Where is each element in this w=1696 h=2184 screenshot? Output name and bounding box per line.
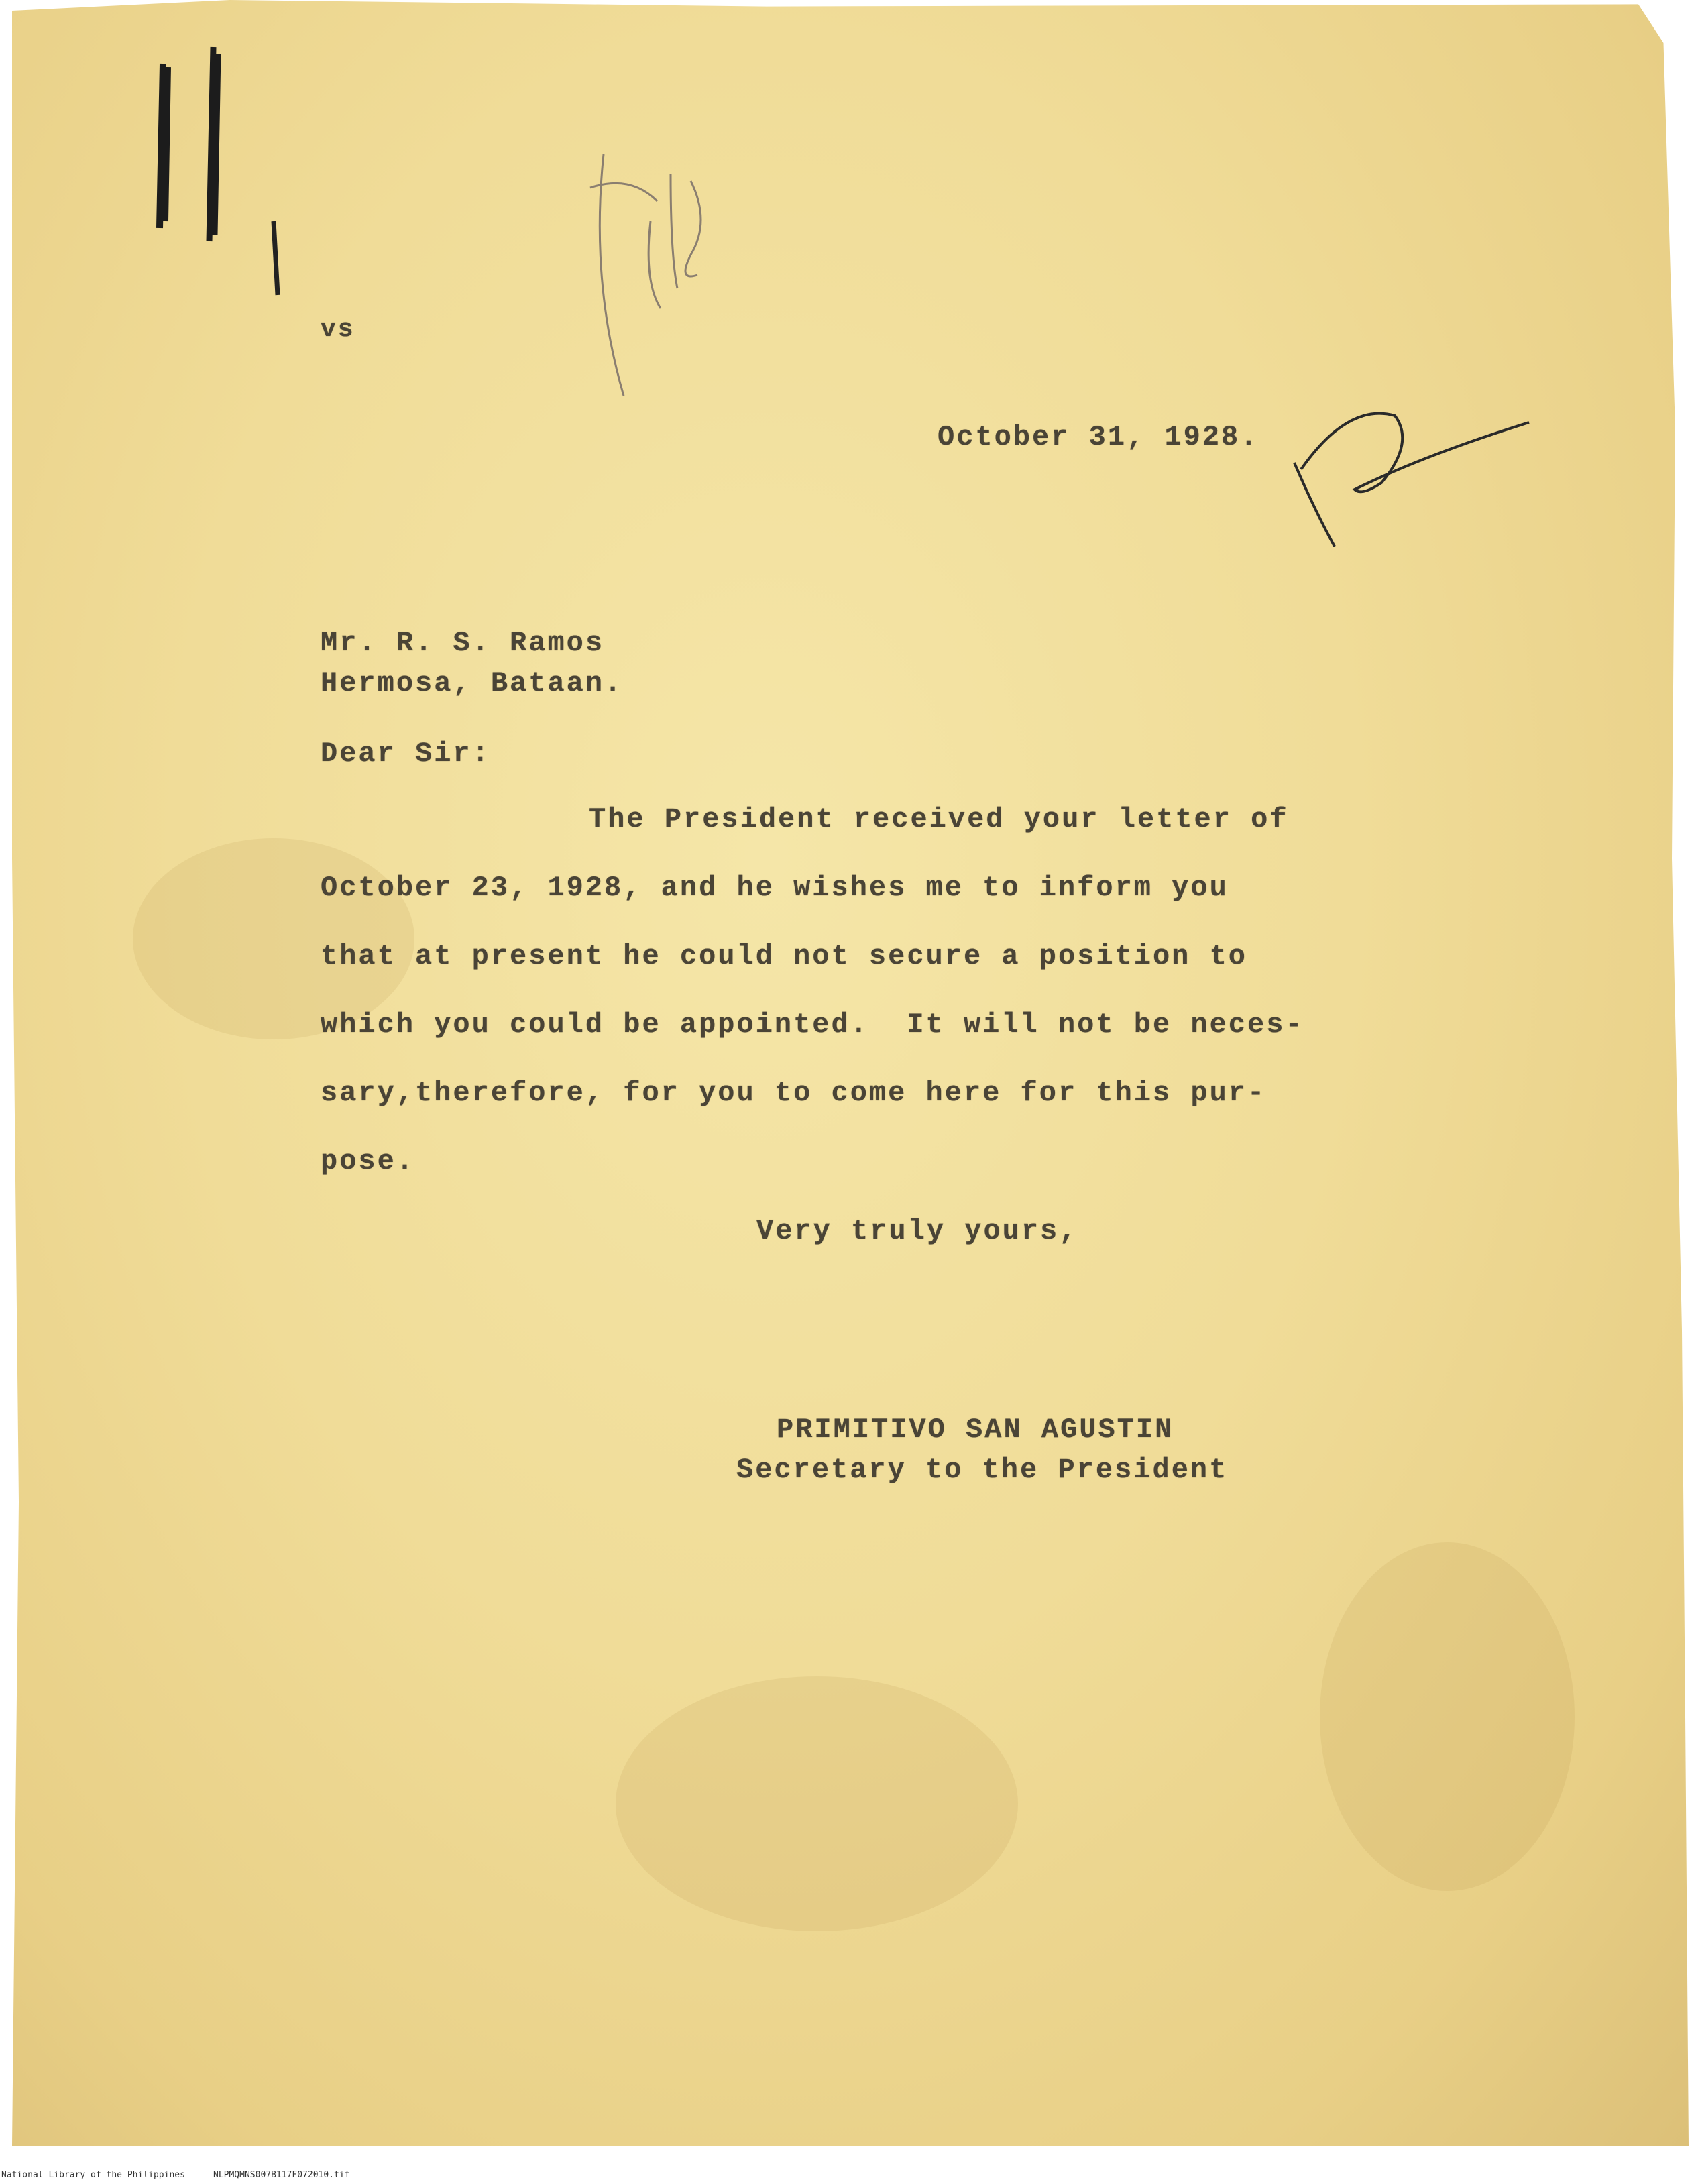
recipient-name: Mr. R. S. Ramos [321, 627, 605, 659]
body-line: pose. [321, 1145, 416, 1177]
body-line: The President received your letter of [589, 803, 1289, 836]
body-line: which you could be appointed. It will not be neces- [321, 1009, 1304, 1041]
recipient-address: Hermosa, Bataan. [321, 667, 624, 699]
signatory-title: Secretary to the President [736, 1454, 1229, 1486]
letter-date: October 31, 1928. [938, 421, 1259, 453]
paper-stain [1320, 1542, 1575, 1891]
footer-file-id: NLPMQMNS007B117F072010.tif [213, 2170, 350, 2180]
body-line: sary,therefore, for you to come here for this pur- [321, 1077, 1267, 1109]
salutation: Dear Sir: [321, 738, 491, 770]
typist-initials: vs [321, 315, 355, 344]
letter-paper [12, 0, 1689, 2146]
footer-institution: National Library of the Philippines [1, 2170, 185, 2180]
closing: Very truly yours, [756, 1215, 1078, 1247]
body-line: that at present he could not secure a position to [321, 940, 1248, 972]
body-line: October 23, 1928, and he wishes me to inform you [321, 872, 1229, 904]
paper-stain [616, 1676, 1018, 1931]
signatory-name: PRIMITIVO SAN AGUSTIN [777, 1414, 1174, 1446]
